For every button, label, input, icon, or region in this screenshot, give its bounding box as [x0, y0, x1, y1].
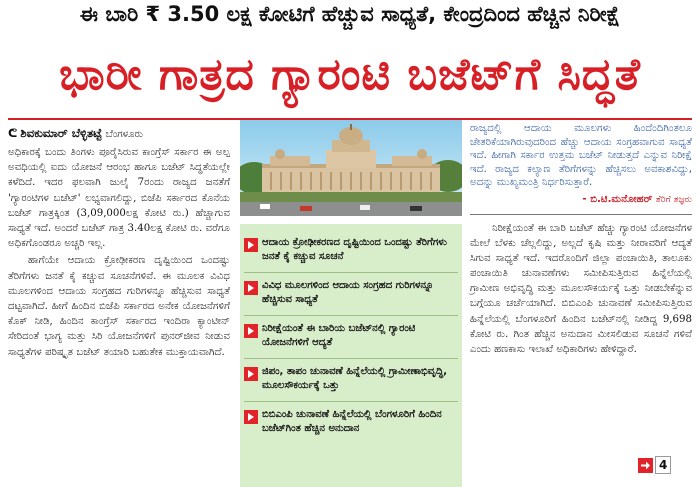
quote-author: - ಬಿ.ಟಿ.ಮನೋಹರ್ — [582, 193, 653, 205]
page-number: 4 — [655, 456, 671, 474]
page-arrow-icon — [638, 458, 653, 473]
left-paragraph-1: ಅಧಿಕಾರಕ್ಕೆ ಬಂದು ತಿಂಗಳು ಪೂರೈಸಿರುವ ಕಾಂಗ್ರೆಸ್ ಸರ್ಕಾರ ಈ ಅಲ್ಪ ಅವಧಿಯಲ್ಲಿ ಐದು ಯೋಜನೆ ಆರಂಭ ಹಾಗೂ ಬಜೆಟ್ ಸಿದ್ಧತೆಯಲ್ಲೇ ಕಳೆದಿದೆ. ಇದರ ಫಲವಾಗಿ ಜುಲೈ 7ರಂದು ರಾಜ್ಯದ ಜನತೆಗೆ 'ಗ್ಯಾರಂಟಿಗಳ ಬಜೆಟ್' ಲಭ್ಯವಾಗಲಿದ್ದು, ಬಿಜೆಪಿ ಸರ್ಕಾರದ ಕೊನೆಯ ಬಜೆಟ್ ಗಾತ್ರಕ್ಕಿಂತ (3,09,000ಲಕ್ಷ ಕೋಟಿ ರು.) ಹೆಚ್ಚಾಗುವ ಸಾಧ್ಯತೆ ಇದೆ. ಅಂದರೆ ಬಜೆಟ್ ಗಾತ್ರ 3.40ಲಕ್ಷ ಕೋಟಿ ರು. ವರೆಗೂ ಅಧಿಕಗೊಂಡರೂ ಅಚ್ಚರಿ ಇಲ್ಲ. — [8, 147, 230, 250]
highlight-text: ಬಿಬಿಎಂಪಿ ಚುನಾವಣೆ ಹಿನ್ನೆಲೆಯಲ್ಲಿ ಬೆಂಗಳೂರಿಗೆ ಹಿಂದಿನ ಬಜೆಟ್‌ಗಿಂತ ಹೆಚ್ಚಿನ ಅನುದಾನ — [262, 409, 442, 434]
middle-column — [240, 120, 462, 487]
quote-author-role: ತೆರಿಗೆ ತಜ್ಞರು — [655, 194, 692, 205]
vidhana-soudha-photo — [240, 120, 462, 216]
highlight-item — [244, 316, 458, 359]
highlight-item — [244, 273, 458, 316]
highlight-item — [244, 402, 458, 444]
highlight-text: ವಿವಿಧ ಮೂಲಗಳಿಂದ ಆದಾಯ ಸಂಗ್ರಹದ ಗುರಿಗಳನ್ನೂ ಹೆಚ್ಚಿಸುವ ಸಾಧ್ಯತೆ — [262, 280, 434, 305]
arrow-right-icon — [244, 367, 258, 381]
byline-name: ಶಿವಕುಮಾರ್ ಬೆಳ್ಳಿತಟ್ಟೆ — [20, 126, 102, 140]
pull-quote: ರಾಜ್ಯದಲ್ಲಿ ಆದಾಯ ಮೂಲಗಳು ಹಿಂದೆಂದಿಗಿಂತಲೂ ಚೇತರಿಕೆಯಾಗಿರುವುದರಿಂದ ಹೆಚ್ಚು ಆದಾಯ ಸಂಗ್ರಹವಾಗುವ ಸಾಧ್ಯತೆ ಇದೆ. ಹೀಗಾಗಿ ಸರ್ಕಾರ ಉತ್ತಮ ಬಜೆಟ್ ನೀಡುತ್ತದೆ ಎನ್ನುವ ನಿರೀಕ್ಷೆ ಇದೆ. ರಾಜ್ಯದ ಕಲ್ಯಾಣ ತೆರಿಗೆಗಳನ್ನು ಹೆಚ್ಚಿಸಲು ಅವಕಾಶವಿದ್ದು, ಅದನ್ನು ಮುಖ್ಯಮಂತ್ರಿ ನಿರ್ಧರಿಸುತ್ತಾರೆ. — [470, 123, 692, 189]
rss-icon: ᕦ — [8, 126, 18, 140]
arrow-right-icon — [244, 410, 258, 424]
highlight-text: ಆದಾಯ ಕ್ರೋಢೀಕರಣದ ದೃಷ್ಟಿಯಿಂದ ಒಂದಷ್ಟು ತೆರಿಗೆಗಳು ಜನತೆ ಕೈ ಕಚ್ಚುವ ಸೂಚನೆ — [262, 237, 447, 262]
byline-location: ಬೆಂಗಳೂರು — [105, 129, 143, 140]
arrow-right-icon — [244, 324, 258, 338]
arrow-right-icon — [244, 281, 258, 295]
byline — [8, 126, 230, 141]
right-column — [470, 120, 692, 487]
quote-divider — [470, 214, 692, 215]
highlight-item — [244, 230, 458, 273]
left-paragraph-2: ಹಾಗೆಯೇ ಆದಾಯ ಕ್ರೋಢೀಕರಣ ದೃಷ್ಟಿಯಿಂದ ಒಂದಷ್ಟು ತೆರಿಗೆಗಳು ಜನತೆ ಕೈ ಕಚ್ಚುವ ಸೂಚನೆಗಳಿವೆ. ಈ ಮೂಲಕ ವಿವಿಧ ಮೂಲಗಳಿಂದ ಆದಾಯ ಸಂಗ್ರಹದ ಗುರಿಗಳನ್ನೂ ಹೆಚ್ಚಿಸುವ ಸಾಧ್ಯತೆ ದಟ್ಟವಾಗಿದೆ. ಹೀಗೆ ಹಿಂದಿನ ಬಿಜೆಪಿ ಸರ್ಕಾರದ ಅನೇಕ ಯೋಜನೆಗಳಿಗೆ ಕೊಕ್ ನೀಡಿ, ಹಿಂದಿನ ಕಾಂಗ್ರೆಸ್ ಸರ್ಕಾರದ ಇಂದಿರಾ ಕ್ಯಾಂಟೀನ್ ಸೇರಿದಂತೆ ಭಾಗ್ಯ ಮತ್ತು ಸಿರಿ ಯೋಜನೆಗಳಿಗೆ ಪುನರ್‌ಜೀವ ನೀಡುವ ಸಾಧ್ಯತೆಗಳ ಪರಿಷ್ಕೃತ ಬಜೆಟ್ ತಯಾರಿ ಬಹುತೇಕ ಮುಕ್ತಾಯವಾಗಿದೆ. — [8, 255, 230, 358]
highlight-text: ಜಿಪಂ, ತಾಪಂ ಚುನಾವಣೆ ಹಿನ್ನೆಲೆಯಲ್ಲಿ ಗ್ರಾಮೀಣಾಭಿವೃದ್ಧಿ, ಮೂಲಸೌಕರ್ಯಕ್ಕೆ ಒತ್ತು — [262, 366, 448, 391]
highlight-item — [244, 359, 458, 402]
left-column — [8, 126, 230, 487]
highlight-text: ನಿರೀಕ್ಷೆಯಂತೆ ಈ ಬಾರಿಯ ಬಜೆಟ್‌ನಲ್ಲಿ ಗ್ಯಾರಂಟಿ ಯೋಜನೆಗಳಿಗೆ ಆದ್ಯತೆ — [262, 323, 416, 348]
highlights-list — [240, 224, 462, 444]
headline: ಭಾರೀ ಗಾತ್ರದ ಗ್ಯಾರಂಟಿ ಬಜೆಟ್‌ಗೆ ಸಿದ್ಧತೆ — [59, 49, 641, 100]
arrow-right-icon — [244, 238, 258, 252]
highlights-box — [240, 224, 462, 487]
quote-attribution — [470, 194, 692, 206]
right-paragraph: ನಿರೀಕ್ಷೆಯಂತೆ ಈ ಬಾರಿ ಬಜೆಟ್ ಹೆಚ್ಚು ಗ್ಯಾರಂಟಿ ಯೋಜನೆಗಳ ಮೇಲೆ ಬೆಳಕು ಚೆಲ್ಲಲಿದ್ದು, ಅಲ್ಲದೆ ಕೃಷಿ ಮತ್ತು ನೀರಾವರಿಗೆ ಆದ್ಯತೆ ಸಿಗುವ ಸಾಧ್ಯತೆ ಇದೆ. ಇದರೊಂದಿಗೆ ಜಿಲ್ಲಾ ಪಂಚಾಯಿತಿ, ತಾಲೂಕು ಪಂಚಾಯಿತಿ ಚುನಾವಣೆಗಳು ಸಮೀಪಿಸುತ್ತಿರುವ ಹಿನ್ನೆಲೆಯಲ್ಲಿ ಗ್ರಾಮೀಣ ಅಭಿವೃದ್ಧಿ ಮತ್ತು ಮೂಲಸೌಕರ್ಯಕ್ಕೆ ಒತ್ತು ನೀಡಬೇಕೆನ್ನುವ ಬಗ್ಗೆಯೂ ಚರ್ಚೆಯಾಗಿದೆ. ಬಿಬಿಎಂಪಿ ಚುನಾವಣೆ ಸಮೀಪಿಸುತ್ತಿರುವ ಹಿನ್ನೆಲೆಯಲ್ಲಿ ಬೆಂಗಳೂರಿಗೆ ಹಿಂದಿನ ಬಜೆಟ್‌ನಲ್ಲಿ ನೀಡಿದ್ದ 9,698 ಕೋಟಿ ರು. ಗಿಂತ ಹೆಚ್ಚಿನ ಅನುದಾನ ಮೀಸಲಿಡುವ ಸೂಚನೆ ಗಳಿವೆ ಎಂದು ಹಣಕಾಸು ಇಲಾಖೆ ಅಧಿಕಾರಿಗಳು ಹೇಳಿದ್ದಾರೆ. — [470, 222, 692, 355]
kicker-line: ಈ ಬಾರಿ ₹ 3.50 ಲಕ್ಷ ಕೋಟಿಗೆ ಹೆಚ್ಚುವ ಸಾಧ್ಯತೆ, ಕೇಂದ್ರದಿಂದ ಹೆಚ್ಚಿನ ನಿರೀಕ್ಷೆ — [79, 2, 621, 26]
